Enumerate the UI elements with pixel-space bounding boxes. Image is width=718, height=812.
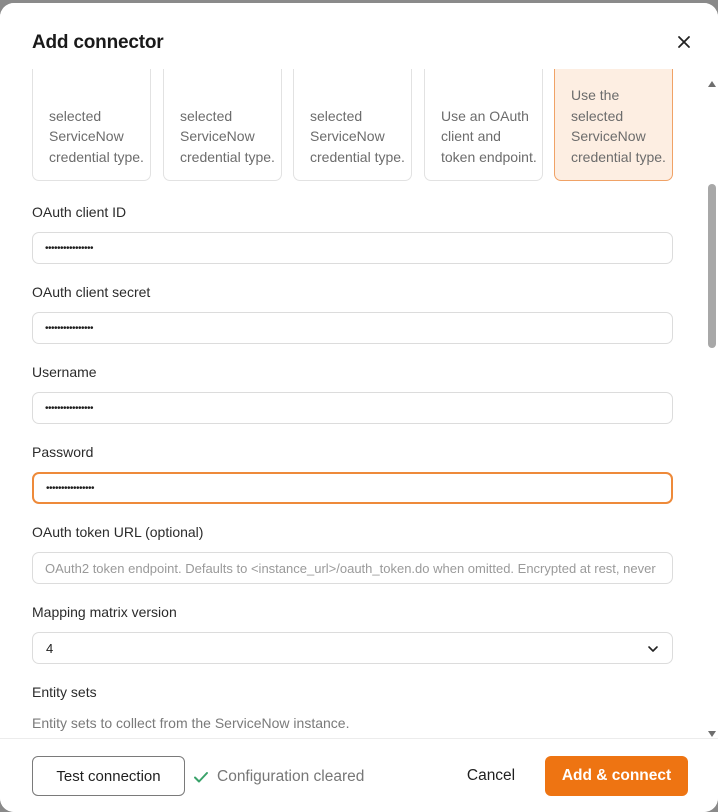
client-secret-label: OAuth client secret (32, 284, 151, 300)
scrollbar-thumb[interactable] (708, 184, 716, 348)
token-url-label: OAuth token URL (optional) (32, 524, 204, 540)
credential-card-2[interactable] (163, 69, 282, 181)
check-icon (193, 769, 209, 785)
add-connector-modal (0, 3, 718, 812)
modal-title: Add connector (32, 32, 164, 53)
close-button[interactable] (672, 30, 696, 54)
test-connection-button[interactable]: Test connection (32, 756, 185, 796)
credential-card-selected[interactable] (554, 69, 673, 181)
client-id-label: OAuth client ID (32, 204, 127, 220)
token-url-input[interactable] (32, 552, 673, 584)
credential-card-description: Use the selected ServiceNow credential type. (571, 86, 666, 166)
credential-card-description: selected ServiceNow credential type. (180, 107, 275, 166)
mapping-version-value: 4 (46, 641, 54, 656)
scroll-down-arrow-icon[interactable] (708, 731, 716, 737)
credential-card-oauth[interactable] (424, 69, 543, 181)
credential-card-3[interactable] (293, 69, 412, 181)
add-and-connect-button[interactable]: Add & connect (545, 756, 688, 796)
form-scrollbar[interactable] (706, 75, 718, 739)
mapping-version-select[interactable] (32, 632, 673, 664)
scroll-up-arrow-icon[interactable] (708, 81, 716, 87)
credential-card-description: selected ServiceNow credential type. (310, 107, 405, 166)
client-secret-input[interactable] (32, 312, 673, 344)
username-label: Username (32, 364, 97, 380)
form-scroll-area[interactable] (0, 69, 718, 738)
close-icon (672, 30, 696, 54)
credential-type-cards (32, 69, 674, 181)
client-id-input[interactable] (32, 232, 673, 264)
modal-footer (0, 738, 718, 812)
password-input[interactable] (32, 472, 673, 504)
modal-header (0, 3, 718, 69)
credential-card-description: Use an OAuth client and token endpoint. (441, 107, 537, 166)
status-indicator (193, 768, 364, 786)
entity-sets-helper: Entity sets to collect from the ServiceNow instance. (32, 715, 350, 731)
cancel-button[interactable]: Cancel (452, 756, 530, 796)
status-text: Configuration cleared (217, 768, 365, 785)
chevron-down-icon (646, 642, 660, 656)
password-label: Password (32, 444, 94, 460)
username-input[interactable] (32, 392, 673, 424)
entity-sets-label: Entity sets (32, 684, 97, 700)
credential-card-1[interactable] (32, 69, 151, 181)
mapping-version-label: Mapping matrix version (32, 604, 177, 620)
credential-card-description: selected ServiceNow credential type. (49, 107, 144, 166)
